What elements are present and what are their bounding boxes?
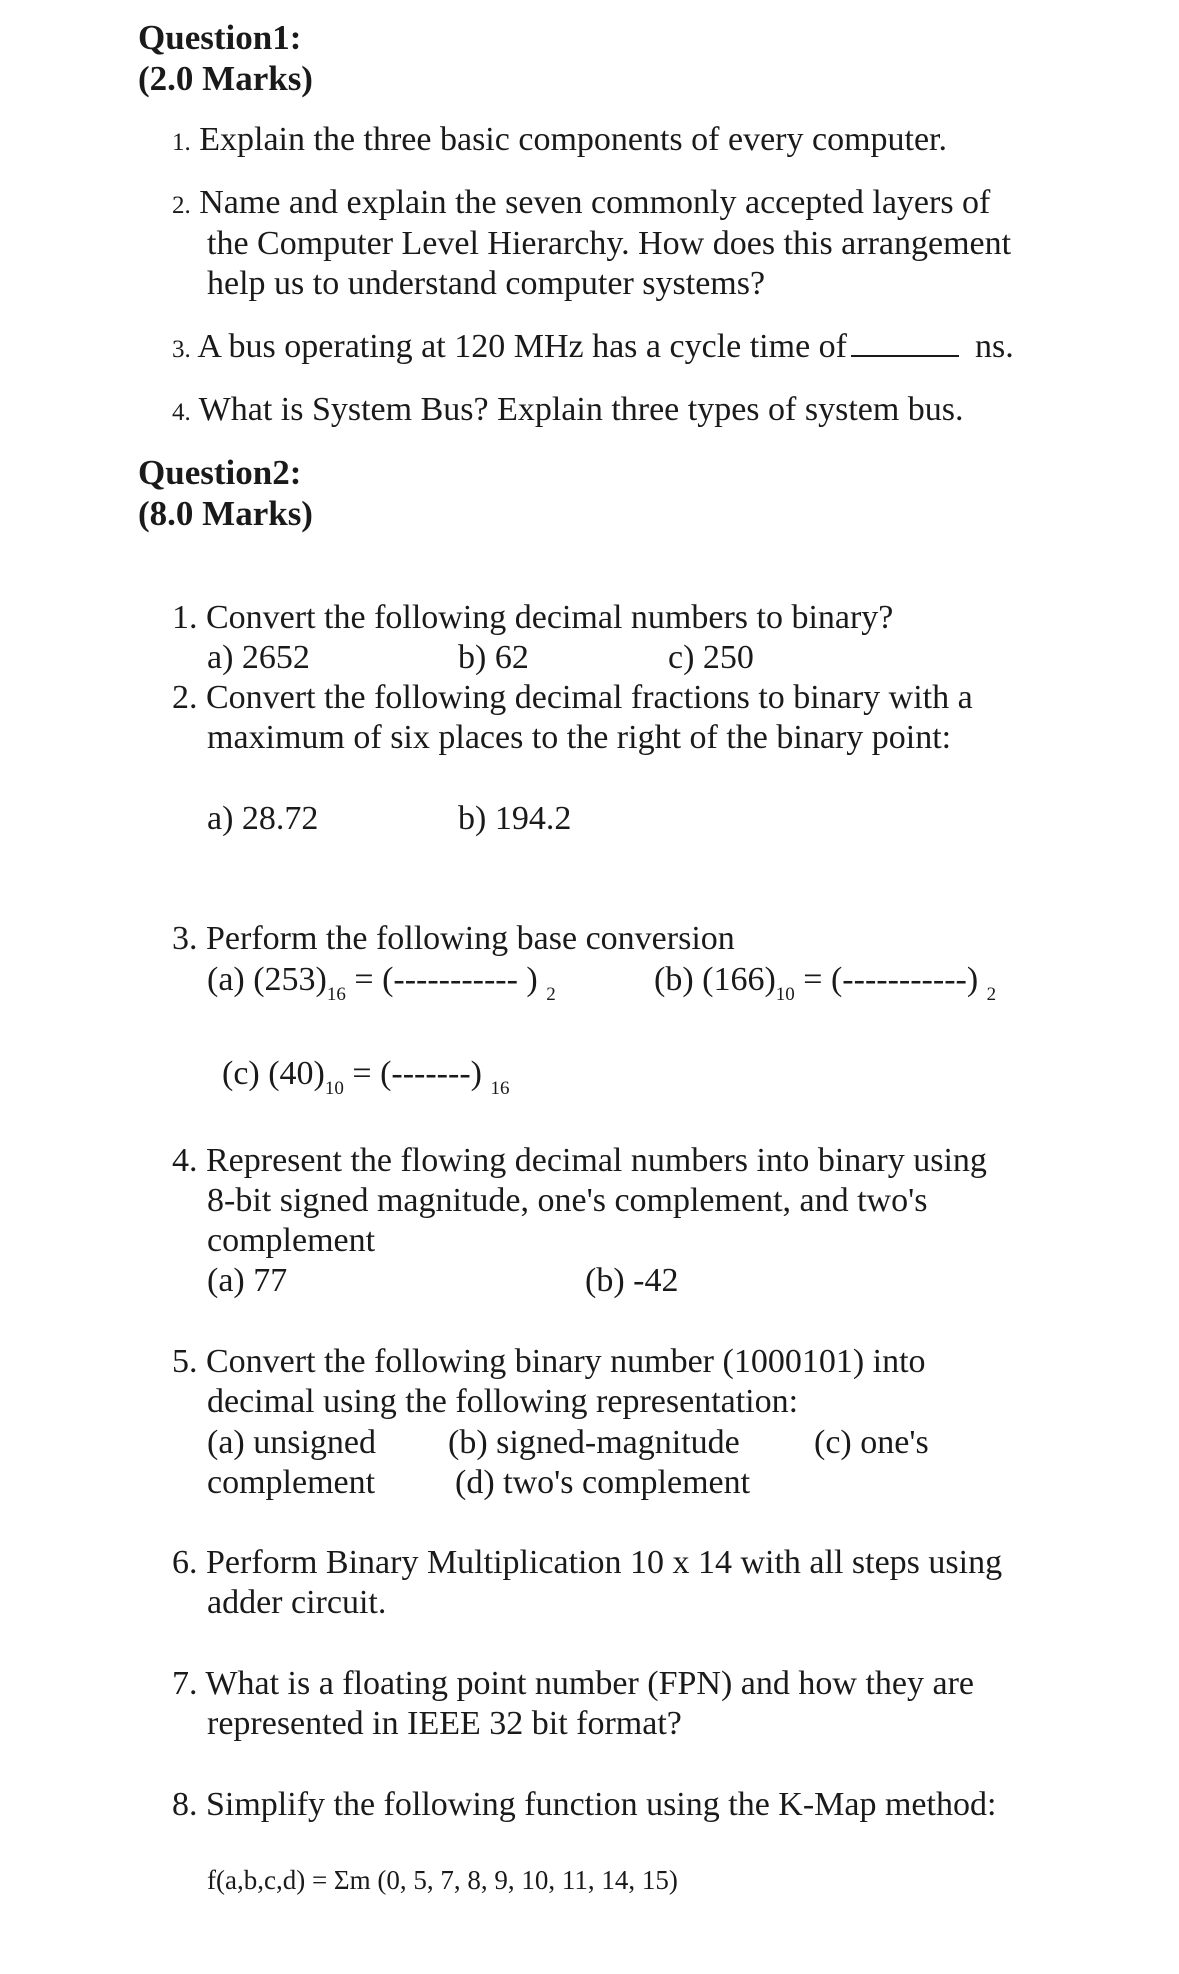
q2-part-1-option-c: c) 250 (668, 639, 754, 676)
option-a-target-base: 2 (546, 984, 556, 1005)
q1-item-4-text: What is System Bus? Explain three types of system bus. (198, 391, 964, 428)
q1-item-2-line3: help us to understand computer systems? (207, 265, 766, 302)
option-b-answer: = (-----------) (794, 961, 979, 998)
q2-part-5-option-c: (c) one's (814, 1424, 929, 1461)
q2-part-4-option-a: (a) 77 (207, 1262, 288, 1299)
q1-item-1-number: 1. (172, 129, 191, 156)
q2-part-2-option-b: b) 194.2 (458, 800, 572, 837)
kmap-function: f(a,b,c,d) = Σm (0, 5, 7, 8, 9, 10, 11, 14, 15) (207, 1865, 678, 1895)
option-a-source-base: 16 (326, 984, 346, 1005)
q1-item-2-number: 2. (172, 192, 191, 219)
q2-part-5-option-d: (d) two's complement (455, 1464, 751, 1501)
q2-part-3-option-a (207, 960, 556, 1005)
q2-part-2-option-a: a) 28.72 (207, 800, 319, 837)
option-b-number: (b) (166) (654, 961, 776, 998)
q2-part-1-line1: 1. Convert the following decimal numbers to binary? (172, 599, 894, 636)
q2-part-4-option-b: (b) -42 (585, 1262, 679, 1299)
q2-part-3-line1: 3. Perform the following base conversion (172, 920, 735, 957)
answer-blank (851, 329, 959, 357)
q1-item-4-number: 4. (172, 399, 191, 426)
q1-item-3-text: A bus operating at 120 MHz has a cycle time of (197, 328, 847, 365)
q2-part-5-line1: 5. Convert the following binary number (1000101) into (172, 1343, 926, 1380)
option-a-number: (a) (253) (207, 961, 327, 998)
option-c-target-base: 16 (490, 1078, 510, 1099)
q2-part-5-option-a: (a) unsigned (207, 1424, 377, 1461)
question1-marks: (2.0 Marks) (138, 59, 313, 98)
q2-part-4-line3: complement (207, 1222, 376, 1259)
q1-item-4 (172, 390, 964, 433)
question2-marks: (8.0 Marks) (138, 494, 313, 533)
q2-part-1-option-a: a) 2652 (207, 639, 310, 676)
option-c-number: (c) (40) (222, 1055, 325, 1092)
q2-part-5-option-b: (b) signed-magnitude (448, 1424, 740, 1461)
q2-part-8-line1: 8. Simplify the following function using the K-Map method: (172, 1786, 997, 1823)
question2-title: Question2: (138, 453, 302, 492)
q1-item-3-number: 3. (172, 336, 191, 363)
option-b-source-base: 10 (775, 984, 795, 1005)
q1-item-2 (172, 183, 990, 226)
option-c-answer: = (-------) (343, 1055, 482, 1092)
q2-part-6-line1: 6. Perform Binary Multiplication 10 x 14 with all steps using (172, 1544, 1003, 1581)
q2-part-6-line2: adder circuit. (207, 1584, 387, 1621)
q2-part-7-line2: represented in IEEE 32 bit format? (207, 1705, 682, 1742)
q1-item-3 (172, 327, 1014, 370)
q1-item-2-line1: Name and explain the seven commonly accepted layers of (199, 184, 991, 221)
q2-part-7-line1: 7. What is a floating point number (FPN) and how they are (172, 1665, 974, 1702)
q2-part-5-option-c-continued: complement (207, 1464, 376, 1501)
q2-part-3-option-c (222, 1054, 509, 1099)
q1-item-2-line2: the Computer Level Hierarchy. How does this arrangement (207, 225, 1012, 262)
q2-part-5-line2: decimal using the following representation: (207, 1383, 799, 1420)
question1-title: Question1: (138, 18, 302, 57)
q1-item-3-unit: ns. (974, 328, 1014, 365)
q2-part-2-line2: maximum of six places to the right of the binary point: (207, 719, 952, 756)
q1-item-1 (172, 120, 947, 163)
option-a-answer: = (----------- ) (345, 961, 538, 998)
q2-part-1-option-b: b) 62 (458, 639, 529, 676)
q1-item-1-text: Explain the three basic components of every computer. (199, 121, 948, 158)
q2-part-4-line2: 8-bit signed magnitude, one's complement, and two's (207, 1182, 928, 1219)
q2-part-3-option-b (654, 960, 996, 1005)
q2-part-2-line1: 2. Convert the following decimal fractions to binary with a (172, 679, 973, 716)
option-b-target-base: 2 (986, 984, 997, 1005)
option-c-source-base: 10 (324, 1078, 344, 1099)
q2-part-4-line1: 4. Represent the flowing decimal numbers into binary using (172, 1142, 987, 1179)
